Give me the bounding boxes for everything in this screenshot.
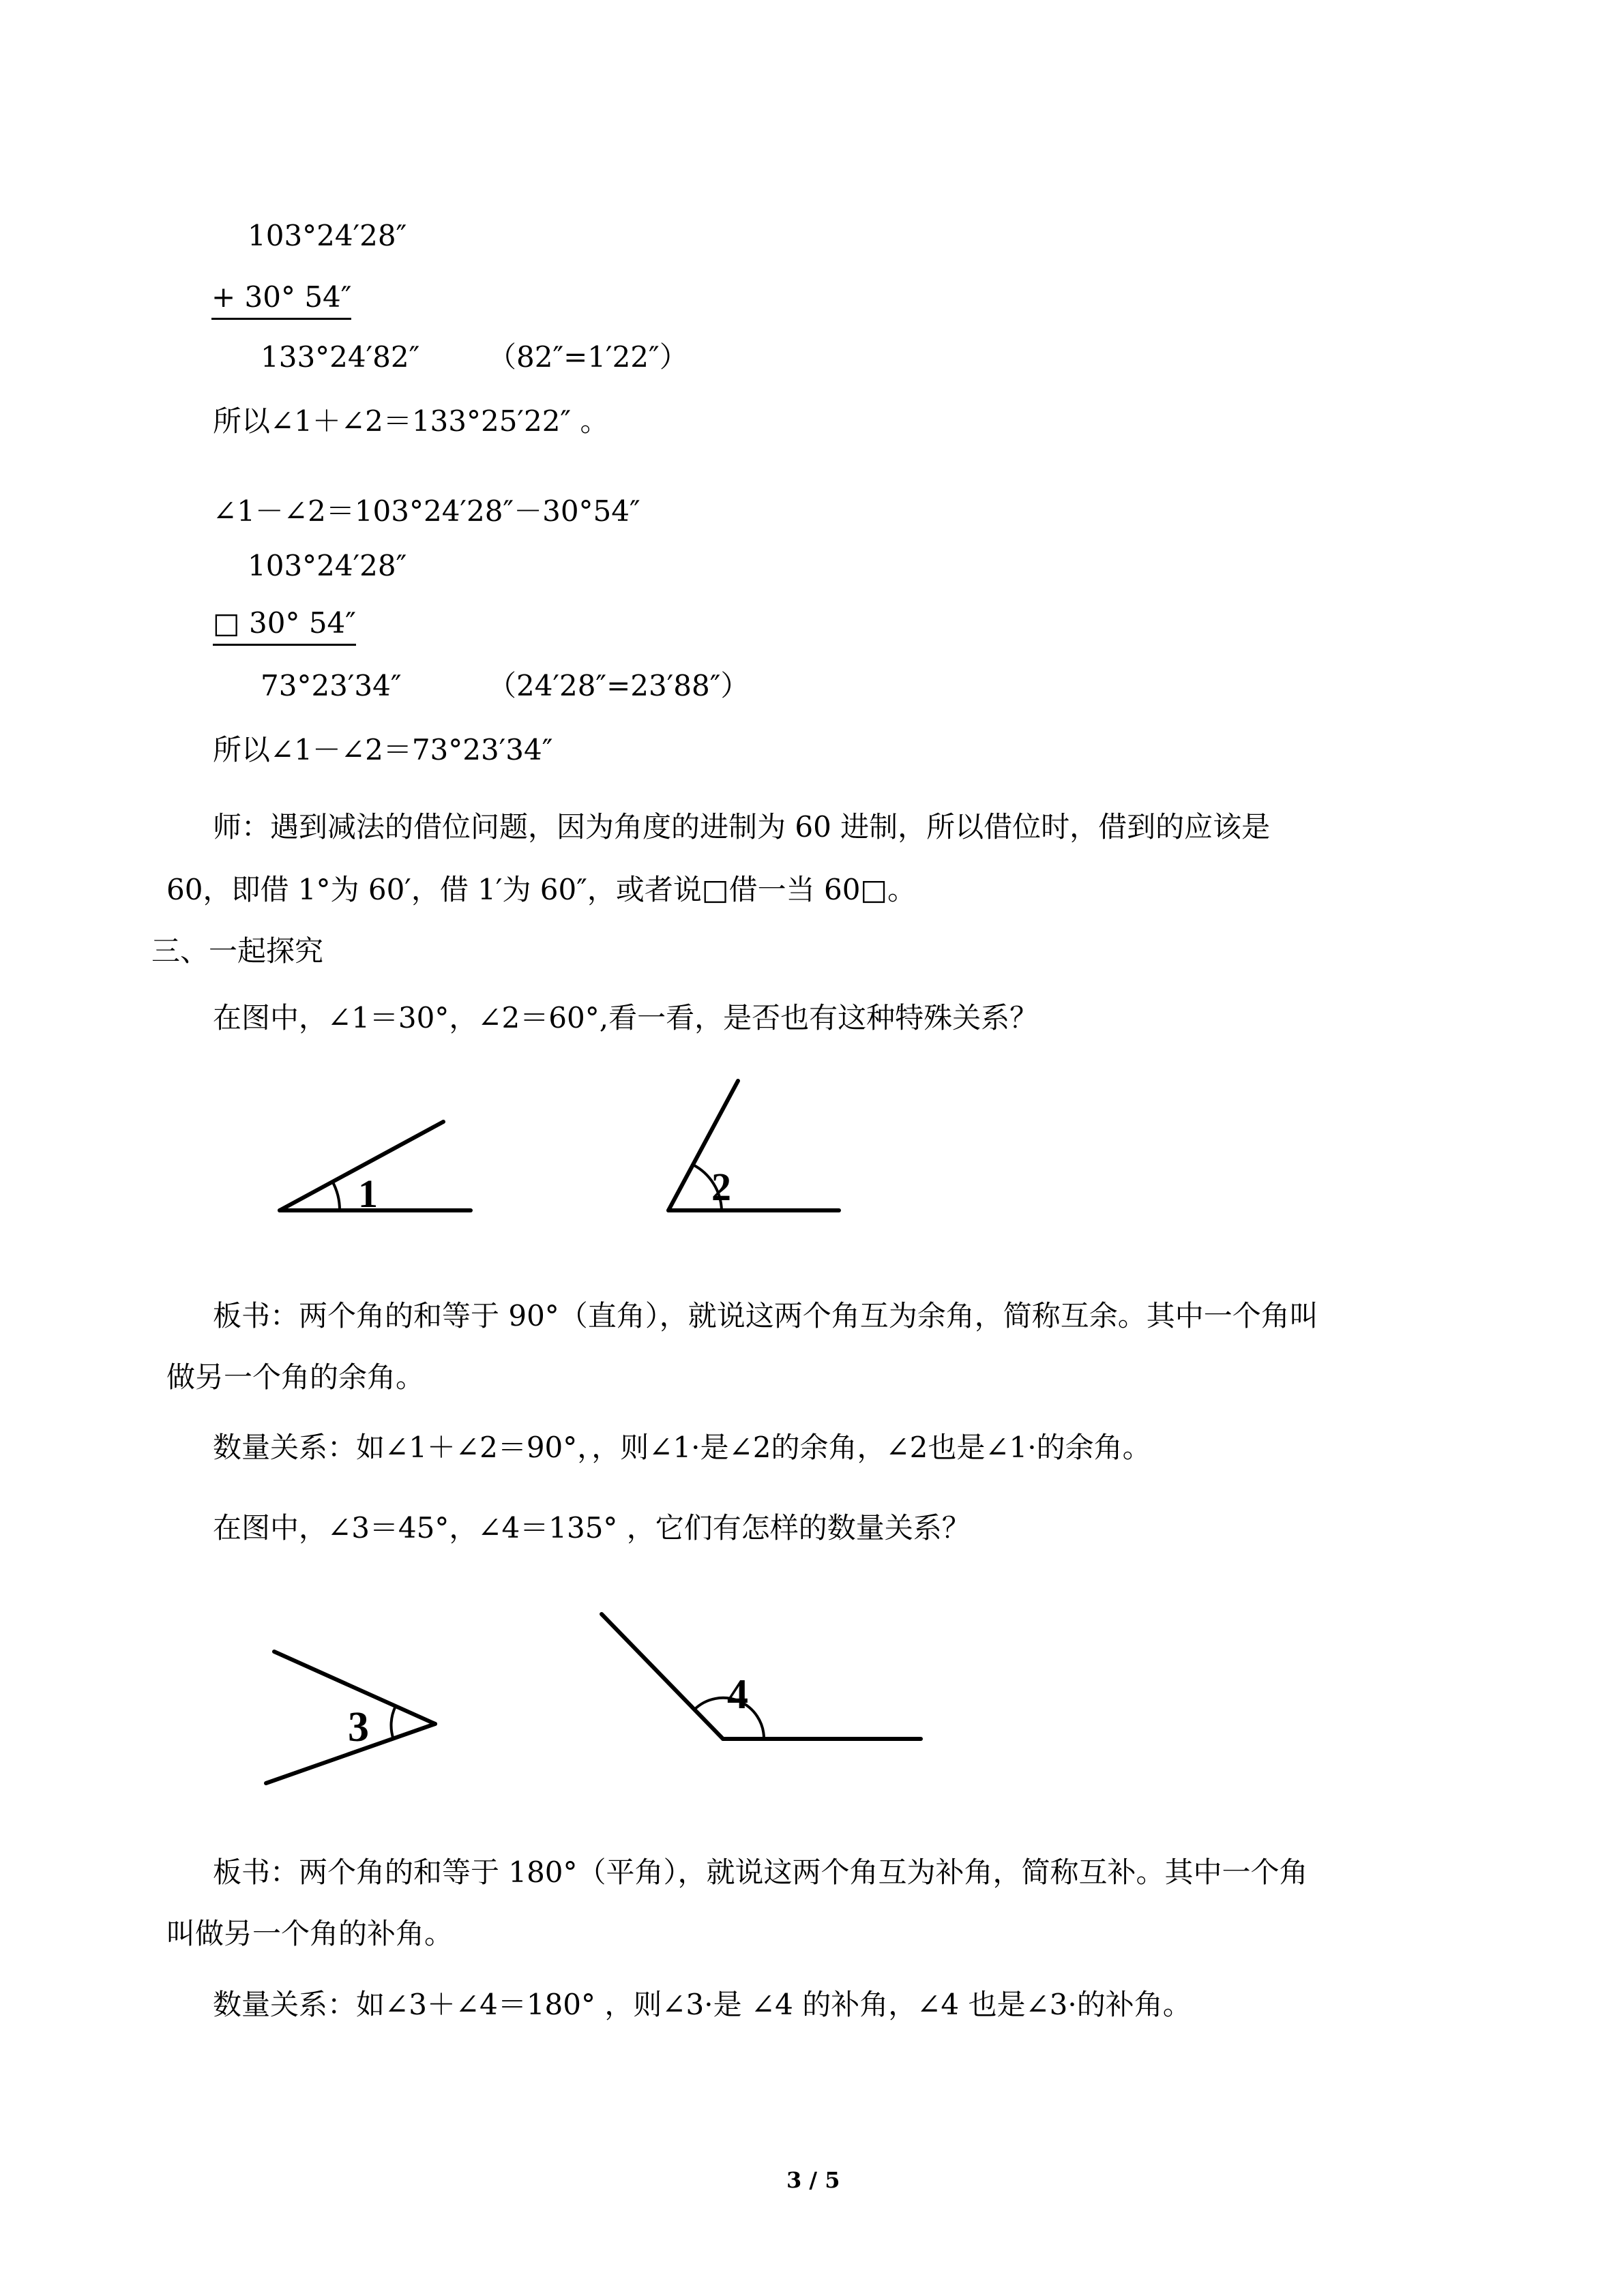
angle-4-label: 4 (727, 1671, 748, 1718)
angle-2-figure (655, 1074, 853, 1224)
angle-3-figure (259, 1637, 443, 1797)
addition-conclusion: 所以∠1＋∠2＝133°25′22″ 。 (213, 404, 609, 438)
addition-operand1: 103°24′28″ (248, 219, 407, 252)
relation-supplementary: 数量关系：如∠3＋∠4＝180° ，则∠3·是 ∠4 的补角，∠4 也是∠3·的补角。 (213, 1988, 1192, 2021)
angle-4-figure (593, 1606, 928, 1753)
subtraction-operand2: □ 30° 54″ (213, 604, 356, 646)
teacher-note-line1: 师：遇到减法的借位问题，因为角度的进制为 60 进制，所以借位时，借到的应该是 (213, 810, 1271, 844)
subtraction-expression: ∠1－∠2＝103°24′28″－30°54″ (213, 494, 640, 528)
question-angles-3-4: 在图中，∠3＝45°，∠4＝135° ，它们有怎样的数量关系？ (213, 1511, 971, 1545)
board-complementary-line2: 做另一个角的余角。 (166, 1360, 425, 1394)
addition-note: （82″=1′22″） (488, 340, 688, 374)
page-number: 3 / 5 (786, 2167, 840, 2193)
subtraction-conclusion: 所以∠1－∠2＝73°23′34″ (213, 733, 553, 766)
angle-1-figure (273, 1105, 491, 1221)
addition-operand2: + 30° 54″ (211, 278, 351, 320)
subtraction-result: 73°23′34″ (261, 669, 402, 702)
relation-complementary: 数量关系：如∠1＋∠2＝90°，，则∠1·是∠2的余角，∠2也是∠1·的余角。 (213, 1431, 1151, 1464)
section-heading: 三、一起探究 (151, 934, 324, 968)
board-complementary-line1: 板书：两个角的和等于 90°（直角），就说这两个角互为余角，简称互余。其中一个角叫 (213, 1299, 1318, 1332)
angle-3-label: 3 (348, 1704, 369, 1750)
angle-2-label: 2 (711, 1165, 731, 1209)
teacher-note-line2: 60，即借 1°为 60′，借 1′为 60″，或者说□借一当 60□。 (166, 873, 917, 906)
subtraction-note: （24′28″=23′88″） (488, 669, 750, 702)
angle-1-label: 1 (358, 1172, 378, 1216)
board-supplementary-line1: 板书：两个角的和等于 180°（平角），就说这两个角互为补角，简称互补。其中一个角 (213, 1855, 1308, 1889)
board-supplementary-line2: 叫做另一个角的补角。 (166, 1917, 454, 1950)
addition-result: 133°24′82″ (261, 340, 420, 374)
question-angles-1-2: 在图中，∠1＝30°，∠2＝60°,看一看，是否也有这种特殊关系？ (213, 1001, 1039, 1034)
subtraction-operand1: 103°24′28″ (248, 549, 407, 582)
